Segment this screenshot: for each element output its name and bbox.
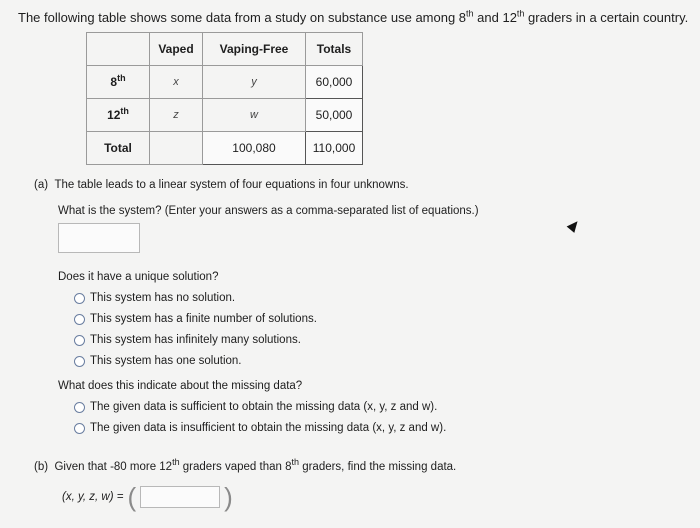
radio-icon[interactable]	[74, 293, 85, 304]
cell-z: z	[150, 99, 203, 132]
option-finite-solutions[interactable]: This system has a finite number of solutions.	[74, 313, 317, 325]
radio-icon[interactable]	[74, 314, 85, 325]
missing-data-input[interactable]	[140, 486, 220, 508]
part-b-prompt: (b) Given that -80 more 12th graders vaped than 8th graders, find the missing data.	[34, 457, 457, 473]
table-header-totals: Totals	[306, 33, 363, 66]
radio-icon[interactable]	[74, 356, 85, 367]
part-a-prompt: (a) The table leads to a linear system of four equations in four unknowns.	[34, 179, 409, 191]
option-one-solution[interactable]: This system has one solution.	[74, 355, 242, 367]
table-row	[87, 66, 363, 99]
unique-solution-question: Does it have a unique solution?	[58, 271, 219, 283]
table-row	[87, 99, 363, 132]
part-a-instruction: What is the system? (Enter your answers as a comma-separated list of equations.)	[58, 205, 479, 217]
row-label-8th: 8th	[87, 66, 150, 99]
cell-total-vaped	[150, 132, 203, 165]
cell-grand-total: 110,000	[306, 132, 363, 165]
cell-total-8th: 60,000	[306, 66, 363, 99]
table-row	[87, 132, 363, 165]
row-label-12th: 12th	[87, 99, 150, 132]
radio-icon[interactable]	[74, 335, 85, 346]
close-paren: )	[224, 482, 233, 512]
missing-data-question: What does this indicate about the missing data?	[58, 380, 303, 392]
cell-w: w	[203, 99, 306, 132]
table-header-blank	[87, 33, 150, 66]
table-header-vaping-free: Vaping-Free	[203, 33, 306, 66]
part-b-label: (b)	[34, 461, 49, 473]
option-infinitely-many[interactable]: This system has infinitely many solutions.	[74, 334, 301, 346]
radio-icon[interactable]	[74, 402, 85, 413]
row-label-total: Total	[87, 132, 150, 165]
intro-text: The following table shows some data from a study on substance use among 8th and 12th graders in a certain country.	[18, 8, 689, 25]
cell-y: y	[203, 66, 306, 99]
radio-icon[interactable]	[74, 423, 85, 434]
open-paren: (	[127, 482, 137, 512]
cell-total-vaping-free: 100,080	[203, 132, 306, 165]
missing-data-answer-row	[62, 484, 233, 510]
data-table	[86, 32, 363, 165]
cell-x: x	[150, 66, 203, 99]
option-no-solution[interactable]: This system has no solution.	[74, 292, 235, 304]
answer-label: (x, y, z, w) =	[62, 491, 124, 503]
option-data-sufficient[interactable]: The given data is sufficient to obtain the missing data (x, y, z and w).	[74, 401, 437, 413]
option-data-insufficient[interactable]: The given data is insufficient to obtain the missing data (x, y, z and w).	[74, 422, 446, 434]
part-a-label: (a)	[34, 179, 49, 191]
cell-total-12th: 50,000	[306, 99, 363, 132]
table-header-row	[87, 33, 363, 66]
mouse-cursor-icon	[567, 218, 582, 233]
table-header-vaped: Vaped	[150, 33, 203, 66]
system-answer-input[interactable]	[58, 223, 140, 253]
